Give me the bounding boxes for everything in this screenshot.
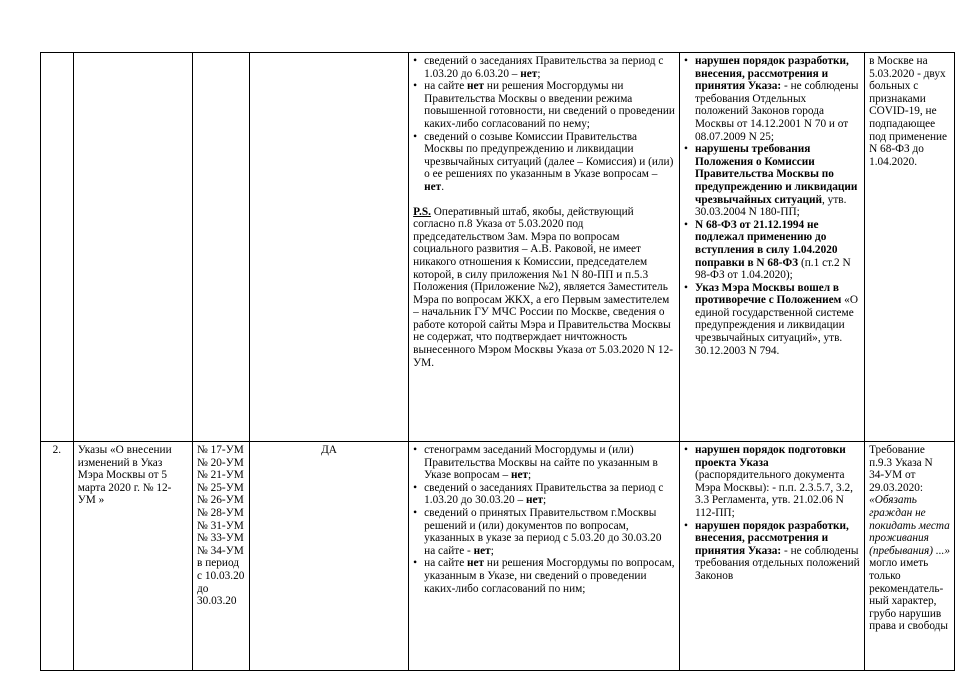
cell-title	[73, 53, 192, 442]
decree-item: № 33-УМ	[197, 532, 244, 545]
bullet-text: , утв. 30.03.2004 N 180-ПП;	[694, 193, 847, 219]
bullet-text: ни решения Мосгордумы по вопросам, указанным в Указе, ни сведений о проведении каких-либо согласований по ним;	[424, 557, 675, 595]
bullet-item	[684, 55, 860, 143]
bullet-item	[413, 444, 675, 482]
bullet-text: N 68-ФЗ от 21.12.1994 не подлежал применению до вступления в силу 1.04.2020 поправки в N 68-ФЗ	[694, 218, 838, 269]
notes-text: Требование п.9.3 Указа N 34-УМ от 29.03.2020:	[869, 444, 933, 494]
cell-notes	[865, 53, 955, 442]
notes-text: в Москве на 5.03.2020 - двух больных с признаками COVID-19, не подпадающее под применение N 68-ФЗ до 1.04.2020.	[869, 55, 948, 168]
bullet-text: (п.1 ст.2 N 98-ФЗ от 1.04.2020);	[694, 256, 851, 282]
decree-item: № 34-УМ	[197, 544, 244, 557]
answer-text: ДА	[321, 444, 337, 456]
cell-number	[41, 53, 74, 442]
cell-number	[41, 442, 74, 671]
table-row	[41, 442, 955, 671]
cell-decrees	[193, 53, 250, 442]
cell-findings	[409, 53, 680, 442]
bullet-text: ;	[537, 67, 541, 80]
ps-text: Оперативный штаб, якобы, действующий согласно п.8 Указа от 5.03.2020 под председательством Зам. Мэра по вопросам социального развития – А.В. Раковой, не имеет никакого отношения к Комиссии, председателем которой, в силу приложения №1 N 80-ПП и п.5.3 Положения (Приложение №2), является Заместитель Мэра по вопросам ЖКХ, а его Первым заместителем – начальник ГУ МЧС России по Москве, сведения о работе которой сайты Мэра и Правительства Москвы не содержат, что подтверждает ничтожность вынесенного Мэром Москвы Указа от 5.03.2020 N 12-УМ.	[413, 205, 673, 369]
bullet-text: нет	[467, 557, 485, 570]
bullet-text: нарушены требования Положения о Комиссии Правительства Москвы по предупреждению и ликвидации чрезвычайных ситуаций	[694, 143, 858, 206]
bullet-text: Указ Мэра Москвы вошел в противоречие с Положением	[694, 281, 842, 307]
cell-violations	[679, 53, 864, 442]
bullet-text: ;	[543, 494, 547, 507]
cell-answer	[249, 442, 408, 671]
violations-list	[684, 444, 860, 583]
bullet-item	[413, 55, 675, 80]
table-row	[41, 53, 955, 442]
cell-findings	[409, 442, 680, 671]
bullet-text: ;	[490, 544, 494, 557]
ps-note	[413, 206, 675, 370]
bullet-text: нет	[510, 469, 529, 482]
cell-notes	[865, 442, 955, 671]
decree-item: № 28-УМ	[197, 506, 244, 519]
bullet-text: сведений о заседаниях Правительства за период с 1.03.20 до 6.03.20 –	[424, 55, 664, 80]
bullet-item	[413, 80, 675, 130]
bullet-text: нет	[424, 180, 442, 193]
bullet-text: нет	[473, 544, 491, 557]
decree-item: № 25-УМ	[197, 481, 244, 494]
notes-quote: «Обязать граждан не покидать места проживания (пребывания) ...»	[869, 494, 951, 557]
bullet-item	[684, 219, 860, 282]
bullet-text: на сайте	[424, 80, 468, 93]
cell-answer	[249, 53, 408, 442]
bullet-text: ;	[528, 469, 532, 482]
bullet-text: сведений о созыве Комиссии Правительства Москвы по предупреждению и ликвидации чрезвычайных ситуаций (далее – Комиссия) и (или) о ее решениях по указанным в Указе вопросам –	[424, 130, 674, 181]
bullet-text: нарушен порядок разработки, внесения, рассмотрения и принятия Указа:	[694, 519, 849, 557]
cell-violations	[679, 442, 864, 671]
decree-period: в период с 10.03.20 до 30.03.20	[197, 557, 245, 608]
bullet-text: на сайте	[424, 557, 468, 570]
notes-text: могло иметь только рекомендатель-ный характер, грубо нарушив права и свободы	[869, 557, 948, 633]
decree-item: № 31-УМ	[197, 519, 244, 532]
bullet-text: нет	[525, 494, 544, 507]
cell-title	[73, 442, 192, 671]
bullet-item	[413, 557, 675, 595]
bullet-text: (распорядительного документа Мэра Москвы): - п.п. 2.3.5.7, 3.2, 3.3 Регламента, утв. 21.02.06 N 112-ПП;	[694, 469, 854, 519]
bullet-item	[413, 131, 675, 194]
decree-item: № 17-УМ	[197, 444, 244, 456]
decree-item: № 21-УМ	[197, 469, 244, 482]
bullet-item	[684, 520, 860, 583]
bullet-text: нет	[467, 80, 485, 93]
bullet-text: ни решения Мосгордумы ни Правительства Москвы о введении режима повышенной готовности, ни сведений о проведении каких-либо согласований по нему;	[424, 80, 675, 130]
bullet-text: «О единой государственной системе предупреждения и ликвидации чрезвычайных ситуаций», утв. 30.12.2003 N 794.	[694, 294, 858, 357]
bullet-text: стенограмм заседаний Мосгордумы и (или) Правительства Москвы на сайте по указанным в Указе вопросам –	[424, 444, 658, 482]
bullet-item	[684, 444, 860, 520]
row-title: Указы «О внесении изменений в Указ Мэра Москвы от 5 марта 2020 г. № 12-УМ »	[77, 444, 172, 507]
ps-label: P.S.	[413, 205, 431, 218]
findings-list	[413, 55, 675, 194]
row-number: 2.	[52, 444, 62, 456]
cell-decrees	[193, 442, 250, 671]
bullet-text: нет	[520, 67, 538, 80]
violations-list	[684, 55, 860, 357]
findings-list	[413, 444, 675, 595]
bullet-text: сведений о заседаниях Правительства за период с 1.03.20 до 30.03.20 –	[424, 481, 664, 507]
bullet-text: .	[441, 180, 445, 193]
document-table	[40, 52, 955, 671]
decree-item: № 26-УМ	[197, 494, 244, 507]
bullet-text: сведений о принятых Правительством г.Москвы решений и (или) документов по вопросам, указанных в указе за период с 5.03.20 до 30.03.20 на сайте -	[424, 506, 662, 557]
bullet-item	[684, 282, 860, 358]
bullet-item	[413, 482, 675, 507]
bullet-item	[684, 143, 860, 219]
bullet-item	[413, 507, 675, 557]
bullet-text: - не соблюдены требования отдельных положений Законов	[694, 544, 860, 582]
decree-item: № 20-УМ	[197, 456, 244, 469]
bullet-text: нарушен порядок подготовки проекта Указа	[694, 444, 846, 469]
bullet-text: нарушен порядок разработки, внесения, рассмотрения и принятия Указа:	[694, 55, 849, 93]
bullet-text: - не соблюдены требования Отдельных положений Законов города Москвы от 14.12.2001 N 70 и от 08.07.2009 N 25;	[694, 80, 859, 143]
